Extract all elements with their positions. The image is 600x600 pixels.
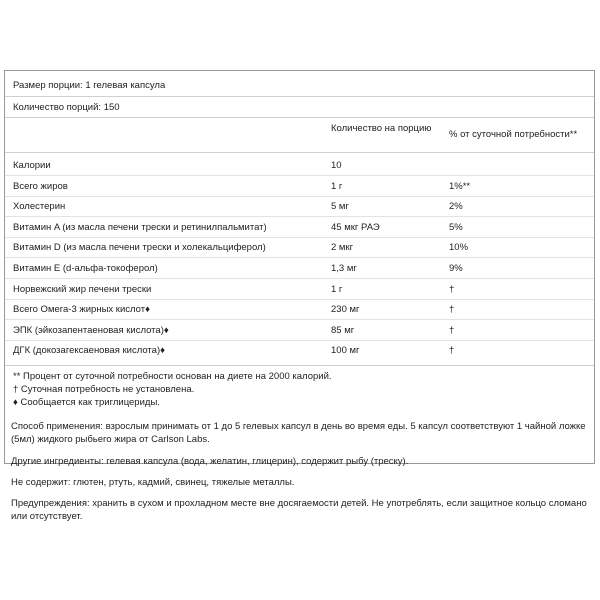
divider — [5, 152, 594, 153]
row-divider — [5, 340, 594, 341]
nutrient-daily-value: 9% — [449, 263, 463, 274]
nutrient-amount: 100 мг — [331, 345, 360, 357]
nutrient-name: Холестерин — [13, 201, 66, 213]
nutrient-name: Витамин D (из масла печени трески и холекальциферол) — [13, 242, 266, 254]
serving-size: Размер порции: 1 гелевая капсула — [13, 80, 166, 91]
nutrient-daily-value: † — [449, 345, 455, 357]
nutrient-daily-value: † — [449, 324, 455, 336]
row-divider — [5, 196, 594, 197]
nutrient-amount: 5 мг — [331, 201, 349, 213]
nutrient-daily-value: 1%** — [449, 180, 471, 192]
row-divider — [5, 216, 594, 217]
row-divider — [5, 299, 594, 300]
amount-per-serving-header: Количество на порцию — [331, 123, 432, 134]
row-divider — [5, 175, 594, 176]
nutrient-amount: 10 — [331, 160, 342, 171]
usage-instructions: Способ применения: взрослым принимать от 1 до 5 гелевых капсул в день во время еды. 5 капсул соответствуют 1 чайной ложке (5мл) жидкого рыбьего жира от Carlson Labs. — [11, 421, 586, 445]
servings-count: Количество порций: 150 — [13, 102, 120, 113]
nutrient-daily-value: 5% — [449, 221, 463, 233]
nutrient-name: Витамин A (из масла печени трески и ретинилпальмитат) — [13, 221, 267, 233]
nutrient-daily-value: † — [449, 283, 455, 295]
nutrient-name: Норвежский жир печени трески — [13, 283, 152, 295]
row-divider — [5, 237, 594, 238]
nutrient-name: Всего жиров — [13, 180, 68, 192]
nutrient-name: ЭПК (эйкозапентаеновая кислота)♦ — [13, 324, 169, 336]
row-divider — [5, 257, 594, 258]
nutrient-name: Витамин E (d-альфа-токоферол) — [13, 263, 158, 274]
divider — [5, 365, 594, 366]
nutrient-amount: 1 г — [331, 180, 343, 192]
nutrient-name: Всего Омега-3 жирных кислот♦ — [13, 304, 150, 316]
nutrient-amount: 2 мкг — [331, 242, 354, 254]
footnote-daily-value: ** Процент от суточной потребности основан на диете на 2000 калорий. — [13, 371, 332, 382]
nutrient-amount: 45 мкг РАЭ — [331, 221, 380, 233]
row-divider — [5, 278, 594, 279]
footnote-triglycerides: ♦ Сообщается как триглицериды. — [13, 397, 160, 408]
other-ingredients: Другие ингредиенты: гелевая капсула (вода, желатин, глицерин), содержит рыбу (треску). — [11, 456, 409, 467]
footnote-not-established: † Суточная потребность не установлена. — [13, 384, 195, 395]
nutrient-name: Калории — [13, 160, 51, 171]
daily-value-header: % от суточной потребности** — [449, 129, 578, 140]
supplement-facts-panel — [4, 70, 595, 464]
divider — [5, 117, 594, 118]
nutrient-daily-value: † — [449, 304, 455, 316]
warnings: Предупреждения: хранить в сухом и прохладном месте вне досягаемости детей. Не употреблять, если защитное кольцо сломано или отсутствует. — [11, 498, 587, 522]
nutrient-daily-value: 10% — [449, 242, 469, 254]
row-divider — [5, 319, 594, 320]
divider — [5, 96, 594, 97]
nutrient-amount: 230 мг — [331, 304, 360, 316]
nutrient-amount: 1,3 мг — [331, 263, 357, 274]
free-of-statement: Не содержит: глютен, ртуть, кадмий, свинец, тяжелые металлы. — [11, 477, 295, 488]
nutrient-amount: 1 г — [331, 283, 343, 295]
nutrient-amount: 85 мг — [331, 324, 355, 336]
nutrient-daily-value: 2% — [449, 201, 463, 213]
nutrient-name: ДГК (докозагексаеновая кислота)♦ — [13, 345, 165, 357]
